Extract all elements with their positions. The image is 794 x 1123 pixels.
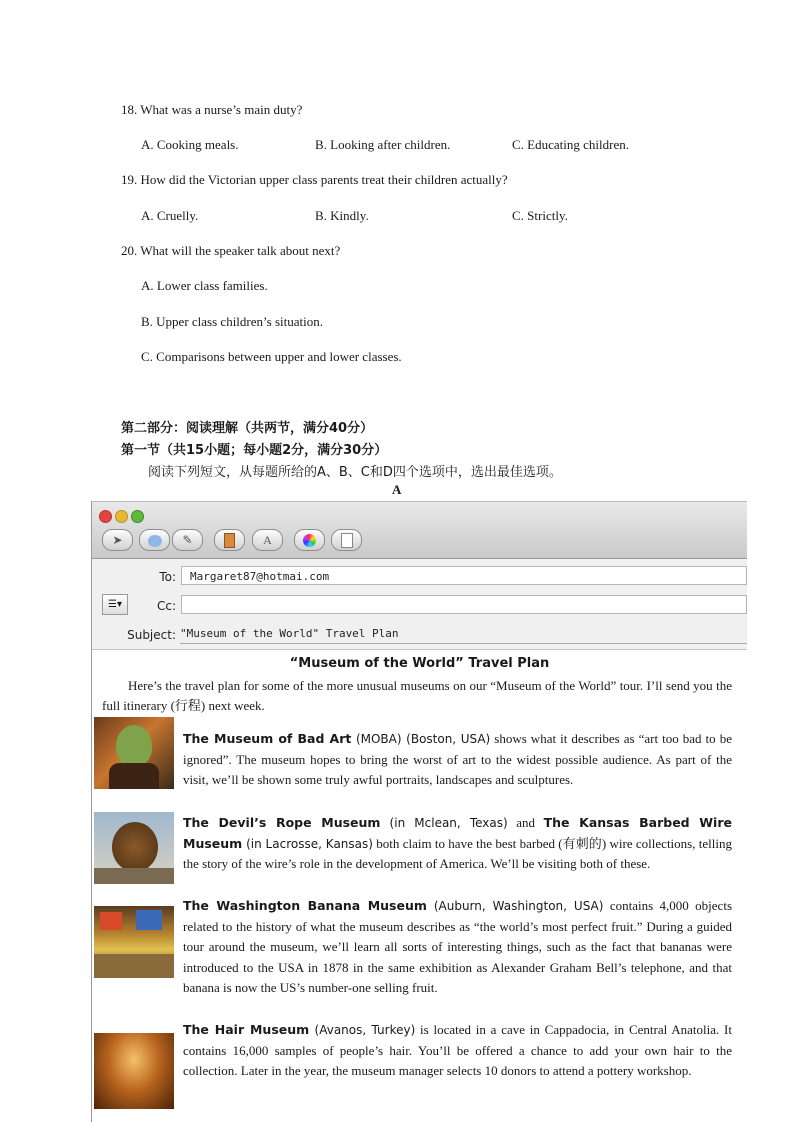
to-field[interactable]: Margaret87@hotmai.com: [181, 566, 747, 585]
fonts-icon[interactable]: A: [252, 529, 283, 551]
toolbar: [92, 502, 747, 559]
colors-icon[interactable]: [294, 529, 325, 551]
part-title: 第二部分：阅读理解（共两节，满分40分）: [121, 421, 374, 436]
question-stem: 18. What was a nurse’s main duty?: [121, 102, 303, 117]
chat-icon[interactable]: [139, 529, 170, 551]
email-intro: Here’s the travel plan for some of the more unusual museums on our “Museum of the World” tour. I’ll send you the full itinerary (行程) next week.: [102, 678, 732, 713]
option-c: C. Comparisons between upper and lower classes.: [141, 349, 402, 364]
museum-entry: [183, 729, 732, 791]
museum-name: The Kansas Barbed Wire Museum: [183, 815, 732, 851]
museum-description: both claim to have the best barbed (有刺的) wire collections, telling the story of the wire’s role in the development of America. We’ll be visiting both of these.: [183, 835, 732, 872]
option-b: B. Kindly.: [315, 208, 369, 223]
museum-location: (Auburn, Washington, USA): [426, 899, 604, 913]
question-stem: 19. How did the Victorian upper class parents treat their children actually?: [121, 172, 508, 187]
museum-name: The Washington Banana Museum: [183, 898, 427, 913]
zoom-window-icon[interactable]: [131, 510, 144, 523]
banana-museum-image: [94, 906, 174, 978]
museum-location: (in Lacrosse, Kansas): [242, 836, 373, 851]
email-window: [91, 501, 747, 1122]
subject-label: Subject:: [127, 628, 176, 642]
option-b: B. Upper class children’s situation.: [141, 314, 323, 329]
option-a: A. Lower class families.: [141, 278, 268, 293]
museum-name: The Devil’s Rope Museum: [183, 815, 381, 830]
museum-entry: [183, 896, 732, 999]
section-title: 第一节（共15小题；每小题2分，满分30分）: [121, 443, 388, 458]
conjunction: and: [507, 815, 544, 830]
email-header: [92, 559, 747, 650]
send-icon[interactable]: ➤: [102, 529, 133, 551]
instruction: 阅读下列短文，从每题所给的A、B、C和D四个选项中，选出最佳选项。: [148, 465, 562, 480]
museum-description: shows what it describes as “art too bad to be ignored”. The museum hopes to bring the worst of art to the widest possible audience. As part of the visit, we’ll be shown some truly awful portraits, landscapes and sculptures.: [183, 731, 732, 788]
barbed-wire-ball-image: [94, 812, 174, 884]
subject-field[interactable]: "Museum of the World" Travel Plan: [180, 627, 399, 640]
passage-letter: A: [392, 482, 402, 497]
attach-icon[interactable]: ✎: [172, 529, 203, 551]
address-book-icon[interactable]: [214, 529, 245, 551]
hair-museum-cave-image: [94, 1033, 174, 1109]
option-c: C. Strictly.: [512, 208, 568, 223]
subject-underline: [180, 643, 747, 644]
bad-art-painting-image: [94, 717, 174, 789]
museum-entry: [183, 1020, 732, 1082]
cc-label: Cc:: [156, 599, 176, 613]
option-a: A. Cruelly.: [141, 208, 199, 223]
museum-location: (in Mclean, Texas): [380, 816, 508, 830]
list-menu-button[interactable]: ☰▾: [102, 594, 128, 615]
question-stem: 20. What will the speaker talk about next?: [121, 243, 341, 258]
museum-name: The Hair Museum: [183, 1022, 310, 1037]
museum-location: (MOBA) (Boston, USA): [351, 732, 491, 746]
museum-description: is located in a cave in Cappadocia, in Central Anatolia. It contains 16,000 samples of people’s hair. You’ll be offered a chance to add your own hair to the collection. Later in the year, the museum manager selects 10 donors to attend a pottery workshop.: [183, 1022, 733, 1079]
museum-location: (Avanos, Turkey): [309, 1023, 416, 1037]
museum-entry: [183, 813, 732, 875]
option-a: A. Cooking meals.: [141, 137, 239, 152]
museum-description: contains 4,000 objects related to the history of what the museum describes as “the world’s most perfect fruit.” During a guided tour around the museum, we’ll learn all sorts of interesting things, such as the fact that bananas were introduced to the USA in 1878 in the same exhibition as Alexander Graham Bell’s telephone, and that banana is now the US’s number-one selling fruit.: [183, 898, 732, 996]
to-label: To:: [159, 570, 176, 584]
photo-browser-icon[interactable]: [331, 529, 362, 551]
option-b: B. Looking after children.: [315, 137, 451, 152]
cc-field[interactable]: [181, 595, 747, 614]
email-title: “Museum of the World” Travel Plan: [289, 656, 550, 671]
option-c: C. Educating children.: [512, 137, 629, 152]
close-window-icon[interactable]: [99, 510, 112, 523]
museum-name: The Museum of Bad Art: [183, 731, 352, 746]
minimize-window-icon[interactable]: [115, 510, 128, 523]
